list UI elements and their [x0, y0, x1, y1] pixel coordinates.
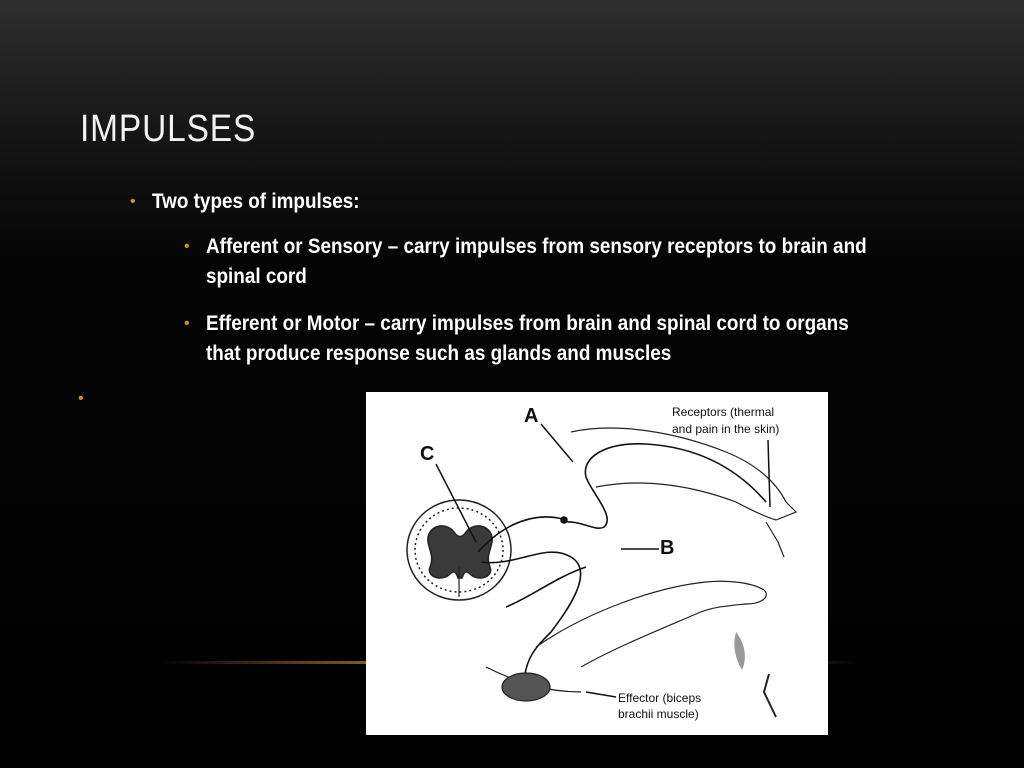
effector-label-line2: brachii muscle)	[618, 707, 699, 721]
bullet-text: Two types of impulses:	[152, 190, 360, 213]
bullet-empty	[78, 384, 100, 414]
bullet-dot: •	[184, 238, 190, 255]
label-a: A	[524, 405, 539, 427]
bullet-dot: •	[78, 390, 84, 407]
bullet-level2-afferent	[184, 232, 984, 292]
effector-label-line1: Effector (biceps	[618, 691, 702, 705]
bullet-text: Afferent or Sensory – carry impulses from sensory receptors to brain and spinal cord	[206, 235, 867, 288]
bullet-text: Efferent or Motor – carry impulses from brain and spinal cord to organs that produce response such as glands and muscles	[206, 312, 849, 365]
spinal-cord-cross-section	[407, 500, 511, 600]
upper-arm-outline	[571, 428, 796, 557]
bullet-dot: •	[130, 193, 136, 210]
slide-title: IMPULSES	[80, 108, 257, 150]
reflex-arc-diagram	[366, 392, 828, 735]
bullet-dot: •	[184, 315, 190, 332]
receptors-label-line1: Receptors (thermal	[672, 405, 775, 419]
bullet-level1	[130, 187, 830, 217]
label-b: B	[660, 537, 675, 559]
receptors-label-line2: and pain in the skin)	[672, 422, 780, 436]
bullet-level2-efferent	[184, 309, 954, 369]
label-c: C	[420, 443, 435, 465]
